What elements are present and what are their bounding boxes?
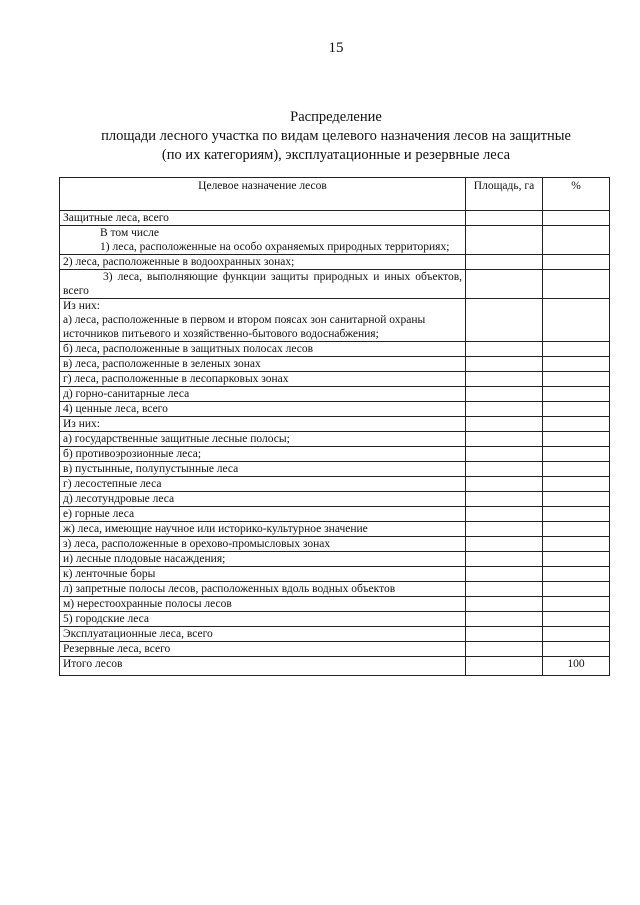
table-row xyxy=(60,552,610,567)
area-cell xyxy=(466,402,543,417)
percent-cell xyxy=(543,552,610,567)
area-cell xyxy=(466,447,543,462)
row-label: ж) леса, имеющие научное или историко-культурное значение xyxy=(60,522,466,537)
area-cell xyxy=(466,597,543,612)
row-label: 2) леса, расположенные в водоохранных зонах; xyxy=(60,255,466,270)
area-cell xyxy=(466,492,543,507)
document-title xyxy=(0,108,640,165)
table-row xyxy=(60,492,610,507)
table-row xyxy=(60,582,610,597)
area-cell xyxy=(466,642,543,657)
table-row xyxy=(60,612,610,627)
table-row xyxy=(60,597,610,612)
table-row xyxy=(60,299,610,342)
area-cell xyxy=(466,552,543,567)
area-cell xyxy=(466,507,543,522)
percent-cell xyxy=(543,299,610,342)
row-label: б) противоэрозионные леса; xyxy=(60,447,466,462)
table-row xyxy=(60,627,610,642)
area-cell xyxy=(466,342,543,357)
area-cell xyxy=(466,477,543,492)
table-row xyxy=(60,642,610,657)
area-cell xyxy=(466,462,543,477)
row-label-detail: 1) леса, расположенные на особо охраняемых природных территориях; xyxy=(100,241,450,253)
row-label: Резервные леса, всего xyxy=(60,642,466,657)
table-row-total xyxy=(60,657,610,676)
table-header-row xyxy=(60,178,610,211)
percent-cell xyxy=(543,211,610,226)
row-label: Эксплуатационные леса, всего xyxy=(60,627,466,642)
area-cell xyxy=(466,299,543,342)
row-label: а) государственные защитные лесные полосы; xyxy=(60,432,466,447)
area-cell xyxy=(466,627,543,642)
area-cell xyxy=(466,537,543,552)
percent-cell xyxy=(543,627,610,642)
area-cell xyxy=(466,226,543,255)
table-row xyxy=(60,255,610,270)
percent-cell xyxy=(543,492,610,507)
table-row xyxy=(60,417,610,432)
table-row xyxy=(60,270,610,299)
row-label: в) леса, расположенные в зеленых зонах xyxy=(60,357,466,372)
percent-cell xyxy=(543,567,610,582)
area-cell xyxy=(466,522,543,537)
row-label: г) лесостепные леса xyxy=(60,477,466,492)
table-row xyxy=(60,567,610,582)
percent-cell xyxy=(543,432,610,447)
percent-cell xyxy=(543,597,610,612)
row-label: В том числе xyxy=(100,227,159,239)
row-label: Из них: xyxy=(63,300,100,312)
percent-cell xyxy=(543,612,610,627)
area-cell xyxy=(466,357,543,372)
percent-cell xyxy=(543,387,610,402)
row-label: и) лесные плодовые насаждения; xyxy=(60,552,466,567)
row-label-detail: а) леса, расположенные в первом и втором поясах зон санитарной охраны источников питьевого и хозяйственно-бытового водоснабжения; xyxy=(63,314,426,340)
percent-cell xyxy=(543,447,610,462)
header-area: Площадь, га xyxy=(466,178,543,211)
row-label: к) ленточные боры xyxy=(60,567,466,582)
row-label: в) пустынные, полупустынные леса xyxy=(60,462,466,477)
table-row xyxy=(60,402,610,417)
row-label: 5) городские леса xyxy=(60,612,466,627)
table-row xyxy=(60,357,610,372)
row-label-group xyxy=(60,226,466,255)
table-row xyxy=(60,387,610,402)
row-label: м) нерестоохранные полосы лесов xyxy=(60,597,466,612)
title-line-3: (по их категориям), эксплуатационные и резервные леса xyxy=(161,147,511,163)
table-row xyxy=(60,432,610,447)
table-row xyxy=(60,342,610,357)
row-label: д) горно-санитарные леса xyxy=(60,387,466,402)
table-row xyxy=(60,462,610,477)
row-label: 3) леса, выполняющие функции защиты природных и иных объектов, всего xyxy=(60,270,466,299)
area-cell xyxy=(466,567,543,582)
table-row xyxy=(60,447,610,462)
area-cell xyxy=(466,417,543,432)
percent-cell xyxy=(543,372,610,387)
percent-cell xyxy=(543,226,610,255)
header-purpose: Целевое назначение лесов xyxy=(60,178,466,211)
title-line-2: площади лесного участка по видам целевого назначения лесов на защитные xyxy=(101,128,571,144)
area-cell xyxy=(466,372,543,387)
area-cell xyxy=(466,612,543,627)
percent-cell xyxy=(543,255,610,270)
area-cell xyxy=(466,657,543,676)
row-label-group xyxy=(60,299,466,342)
percent-cell: 100 xyxy=(543,657,610,676)
percent-cell xyxy=(543,507,610,522)
forest-distribution-table xyxy=(59,177,610,676)
row-label: 4) ценные леса, всего xyxy=(60,402,466,417)
area-cell xyxy=(466,582,543,597)
percent-cell xyxy=(543,270,610,299)
percent-cell xyxy=(543,342,610,357)
title-line-1: Распределение xyxy=(290,109,382,125)
table-row xyxy=(60,372,610,387)
table-row xyxy=(60,477,610,492)
row-label: б) леса, расположенные в защитных полосах лесов xyxy=(60,342,466,357)
row-label: д) лесотундровые леса xyxy=(60,492,466,507)
row-label: Из них: xyxy=(60,417,466,432)
area-cell xyxy=(466,255,543,270)
table-row xyxy=(60,507,610,522)
row-label: Защитные леса, всего xyxy=(60,211,466,226)
percent-cell xyxy=(543,417,610,432)
row-label: з) леса, расположенные в орехово-промысловых зонах xyxy=(60,537,466,552)
percent-cell xyxy=(543,402,610,417)
area-cell xyxy=(466,387,543,402)
area-cell xyxy=(466,270,543,299)
row-label: Итого лесов xyxy=(60,657,466,676)
header-percent: % xyxy=(543,178,610,211)
table-row xyxy=(60,226,610,255)
table-row xyxy=(60,537,610,552)
percent-cell xyxy=(543,522,610,537)
row-label: л) запретные полосы лесов, расположенных вдоль водных объектов xyxy=(60,582,466,597)
percent-cell xyxy=(543,477,610,492)
percent-cell xyxy=(543,642,610,657)
percent-cell xyxy=(543,357,610,372)
percent-cell xyxy=(543,582,610,597)
area-cell xyxy=(466,432,543,447)
area-cell xyxy=(466,211,543,226)
table-row xyxy=(60,211,610,226)
percent-cell xyxy=(543,537,610,552)
table-row xyxy=(60,522,610,537)
row-label: г) леса, расположенные в лесопарковых зонах xyxy=(60,372,466,387)
page-number: 15 xyxy=(328,40,344,56)
row-label: е) горные леса xyxy=(60,507,466,522)
percent-cell xyxy=(543,462,610,477)
